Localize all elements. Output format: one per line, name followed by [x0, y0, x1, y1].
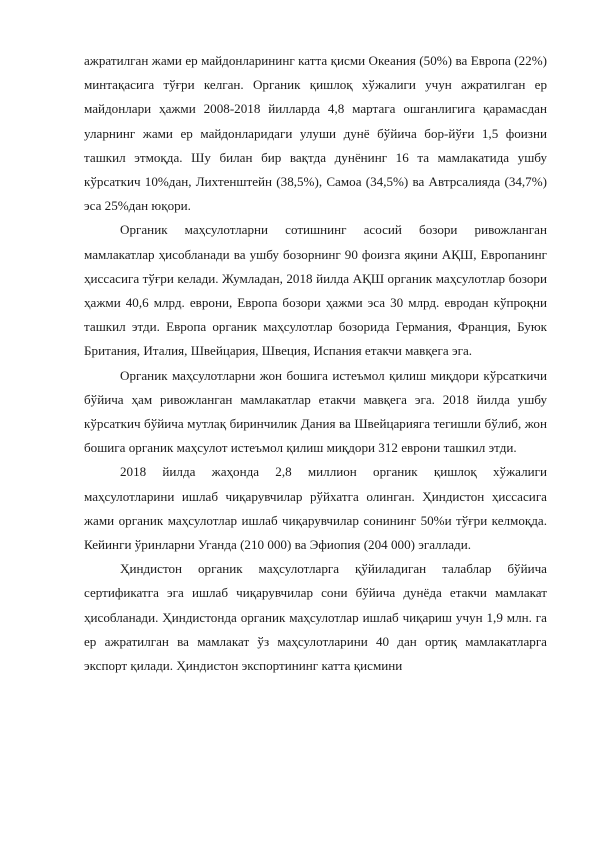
paragraph-5: Ҳиндистон органик маҳсулотларга қўйиладиган талаблар бўйича сертификатга эга ишлаб чиқарувчилар сони бўйича дунёда етакчи мамлакат ҳисобланади. Ҳиндистонда органик маҳсулотлар ишлаб чиқариш учун 1,9 млн. га ер ажратилган ва мамлакат ўз маҳсулотларини 40 дан ортиқ мамлакатларга экспорт қилади. Ҳиндистон экспортининг катта қисмини: [84, 561, 547, 674]
document-body: [84, 49, 547, 678]
paragraph-4: 2018 йилда жаҳонда 2,8 миллион органик қишлоқ хўжалиги маҳсулотларини ишлаб чиқарувчилар рўйхатга олинган. Ҳиндистон ҳиссасига жами органик маҳсулотлар ишлаб чиқарувчилар сонининг 50%и тўғри келмоқда. Кейинги ўринларни Уганда (210 000) ва Эфиопия (204 000) эгаллади.: [84, 464, 547, 553]
paragraph-1: ажратилган жами ер майдонларининг катта қисми Океания (50%) ва Европа (22%) минтақасига тўғри келган. Органик қишлоқ хўжалиги учун ажратилган ер майдонлари ҳажми 2008-2018 йилларда 4,8 мартага ошганлигига қарамасдан уларнинг жами ер майдонларидаги улуши дунё бўйича бор-йўғи 1,5 фоизни ташкил этмоқда. Шу билан бир вақтда дунёнинг 16 та мамлакатида ушбу кўрсаткич 10%дан, Лихтенштейн (38,5%), Самоа (34,5%) ва Автрсалияда (34,7%) эса 25%дан юқори.: [84, 53, 547, 214]
paragraph-3: Органик маҳсулотларни жон бошига истеъмол қилиш миқдори кўрсаткичи бўйича ҳам ривожланган мамлакатлар етакчи мавқега эга. 2018 йилда ушбу кўрсаткич бўйича мутлақ биринчилик Дания ва Швейцарияга тегишли бўлиб, жон бошига органик маҳсулот истеъмол қилиш миқдори 312 еврони ташкил этди.: [84, 367, 547, 456]
paragraph-2: Органик маҳсулотларни сотишнинг асосий бозори ривожланган мамлакатлар ҳисобланади ва ушбу бозорнинг 90 фоизга яқини АҚШ, Европанинг ҳиссасига тўғри келади. Жумладан, 2018 йилда АҚШ органик маҳсулотлар бозори ҳажми 40,6 млрд. еврони, Европа бозори ҳажми эса 30 млрд. евродан кўпроқни ташкил этди. Европа органик маҳсулотлар бозорида Германия, Франция, Буюк Британия, Италия, Швейцария, Швеция, Испания етакчи мавқега эга.: [84, 222, 547, 359]
